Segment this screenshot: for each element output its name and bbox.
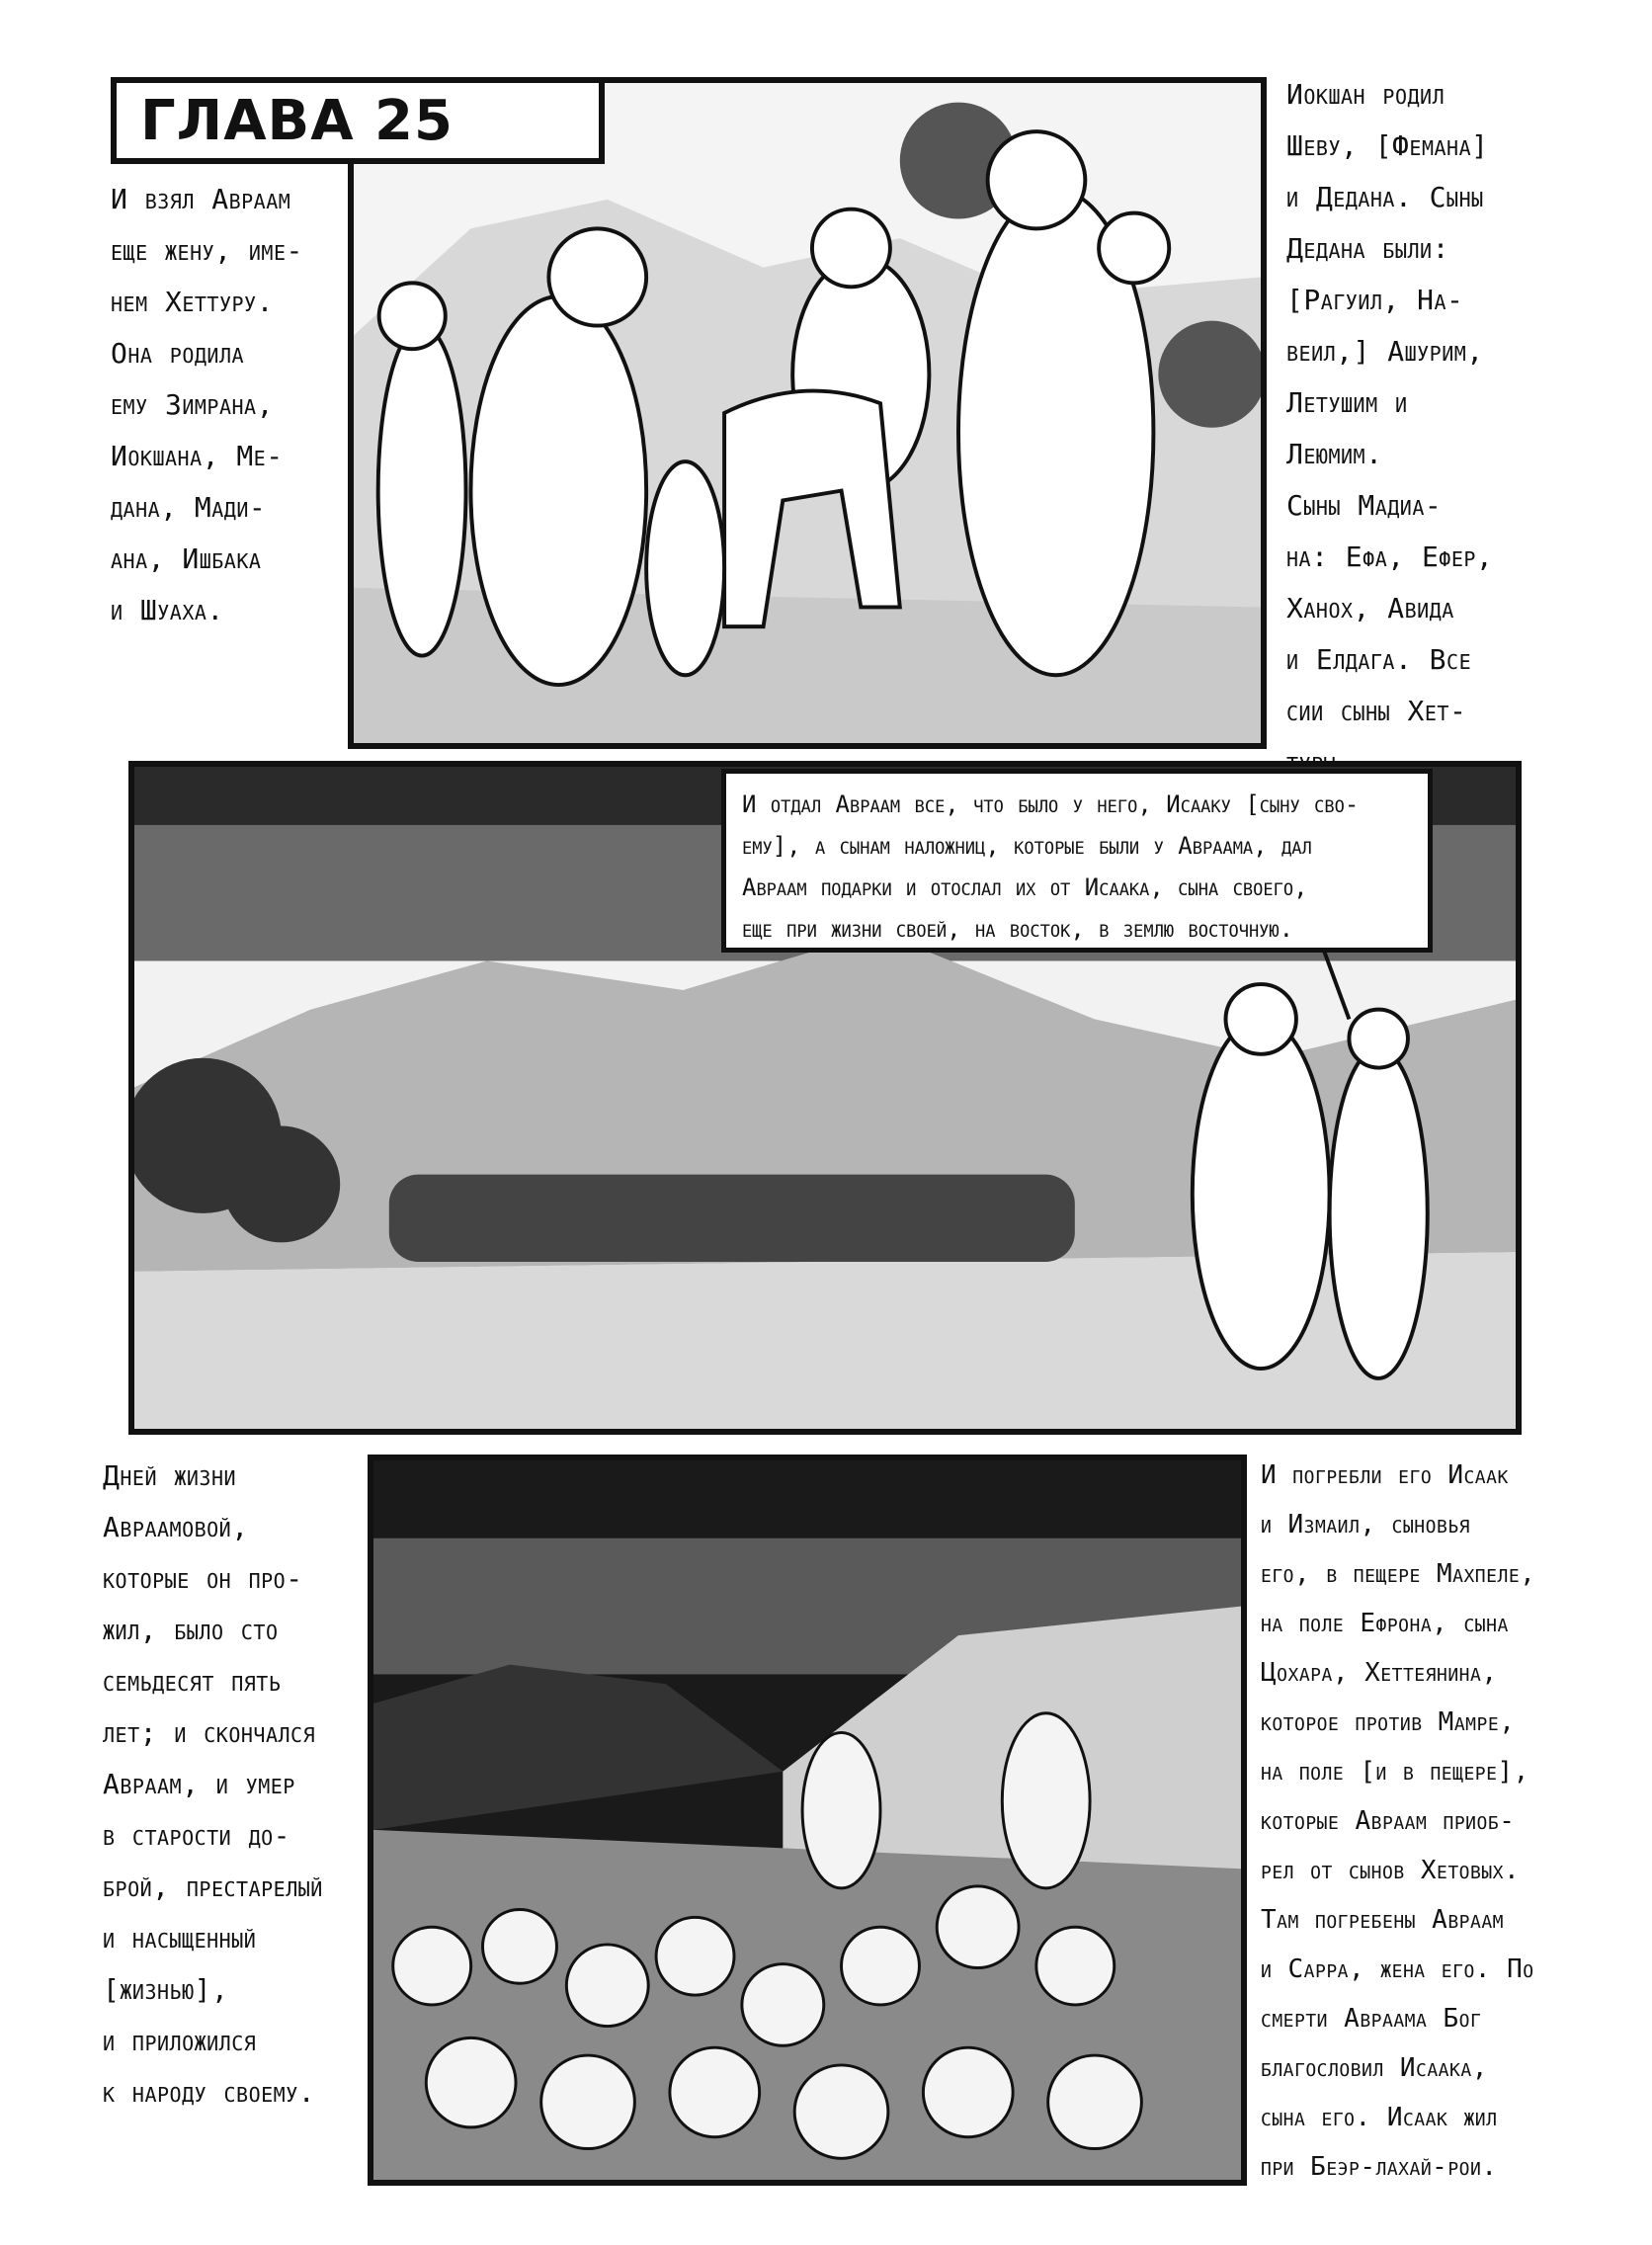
text-line: и Шуаха. [111, 594, 224, 626]
text-line: Леюмим. [1286, 438, 1383, 470]
text-line: на: Ефа, Ефер, [1286, 540, 1494, 573]
text-line: и Измаил, сыновья [1261, 1510, 1470, 1539]
text-line: и приложился [103, 2025, 257, 2057]
text-line: брой, престарелый [103, 1871, 323, 1903]
text-line: Иокшана, Ме- [111, 440, 284, 472]
caption-line: еще при жизни своей, на восток, в землю восточную. [742, 915, 1294, 943]
burial-scene-illustration [373, 1460, 1241, 2180]
text-line: его, в пещере Махпеле, [1261, 1559, 1536, 1589]
text-line: Там погребены Авраам [1261, 1905, 1505, 1935]
text-line: которое против Мамре, [1261, 1707, 1516, 1737]
text-line: ана, Ишбака [111, 542, 262, 575]
text-line: к народу своему. [103, 2076, 316, 2109]
right-top-text [1286, 69, 1493, 789]
family-scene-illustration [354, 83, 1261, 743]
text-line: лет; и скончался [103, 1716, 316, 1749]
text-line: Иокшан родил [1286, 78, 1446, 111]
text-line: И погребли его Исаак [1261, 1460, 1509, 1490]
text-line: и насыщенный [103, 1922, 257, 1954]
text-line: и Дедана. Сыны [1286, 181, 1484, 213]
text-line: сии сыны Хет- [1286, 695, 1467, 727]
panel-family-scene [348, 77, 1267, 749]
text-line: И взял Авраам [111, 183, 291, 215]
text-line: при Беэр-лахай-рои. [1261, 2152, 1498, 2182]
text-line: семьдесят пять [103, 1665, 282, 1698]
text-line: Авраамовой, [103, 1511, 249, 1543]
text-line: сына его. Исаак жил [1261, 2103, 1498, 2132]
text-line: благословил Исаака, [1261, 2053, 1488, 2083]
text-line: нем Хеттуру. [111, 286, 274, 318]
text-line: и Сарра, жена его. По [1261, 1954, 1534, 1984]
text-line: [жизнью], [103, 1973, 229, 2006]
caption-line: И отдал Авраам все, что было у него, Исааку [сыну сво- [742, 790, 1360, 818]
text-line: Цохара, Хеттеянина, [1261, 1658, 1498, 1688]
text-line: [Рагуил, На- [1286, 284, 1464, 316]
text-line: и Елдага. Все [1286, 643, 1472, 676]
text-line: ему Зимрана, [111, 388, 274, 421]
text-line: дана, Мади- [111, 491, 267, 524]
right-bottom-text [1261, 1451, 1535, 2192]
text-line: жил, было сто [103, 1614, 279, 1646]
text-line: рел от сынов Хетовых. [1261, 1856, 1521, 1885]
text-line: Ханох, Авида [1286, 592, 1454, 624]
text-line: Дедана были: [1286, 232, 1449, 265]
caption-line: Авраам подарки и отослал их от Исаака, сына своего, [742, 873, 1308, 901]
text-line: веил,] Ашурим, [1286, 335, 1484, 368]
text-line: на поле [и в пещере], [1261, 1757, 1529, 1787]
text-line: на поле Ефрона, сына [1261, 1609, 1509, 1638]
text-line: еще жену, име- [111, 234, 303, 267]
text-line: в старости до- [103, 1819, 291, 1852]
text-line: которые он про- [103, 1562, 303, 1595]
text-line: Дней жизни [103, 1459, 237, 1492]
text-line: Летушим и [1286, 386, 1408, 419]
caption-line: ему], а сынам наложниц, которые были у Авраама, дал [742, 832, 1312, 860]
panel-burial-scene [368, 1455, 1247, 2186]
left-bottom-text [103, 1451, 323, 2119]
text-line: Шеву, [Фемана] [1286, 129, 1489, 162]
text-line: смерти Авраама Бог [1261, 2004, 1482, 2034]
middle-caption [721, 769, 1433, 953]
chapter-title: ГЛАВА 25 [111, 77, 605, 164]
left-top-text [111, 174, 303, 636]
text-line: Авраам, и умер [103, 1768, 295, 1800]
text-line: которые Авраам приоб- [1261, 1806, 1516, 1836]
text-line: Она родила [111, 337, 245, 370]
text-line: Сыны Мадиа- [1286, 489, 1443, 522]
